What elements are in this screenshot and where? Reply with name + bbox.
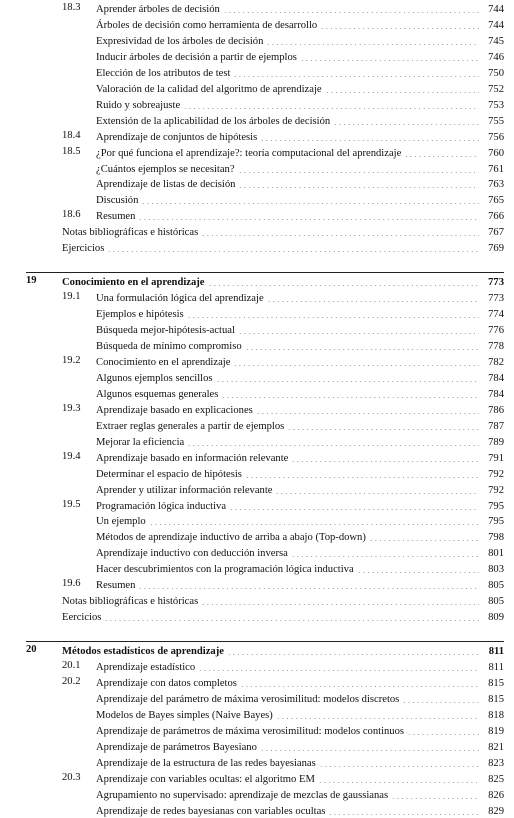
subsection-entry[interactable] (0, 562, 514, 576)
entry-title: Determinar el espacio de hipótesis (96, 468, 242, 480)
page-number: 791 (488, 452, 504, 464)
subsection-entry[interactable] (0, 419, 514, 433)
entry-title: Aprendizaje estadístico (96, 662, 196, 674)
chapter-rule (26, 641, 504, 642)
page-number: 782 (488, 356, 504, 368)
subsection-entry[interactable] (0, 193, 514, 207)
page-number: 815 (488, 678, 504, 689)
page-number: 756 (488, 131, 504, 143)
dot-leader (291, 556, 479, 557)
entry-title: Búsqueda mejor-hipótesis-actual (96, 325, 235, 337)
dot-leader (245, 349, 479, 350)
page-number: 829 (488, 805, 504, 817)
entry-title: Aprendizaje basado en explicaciones (96, 404, 253, 416)
subsection-entry[interactable] (0, 50, 514, 64)
section-number: 20.1 (62, 660, 81, 672)
entry-title: Ruido y sobreajuste (96, 99, 181, 111)
section-entry[interactable] (0, 241, 514, 255)
dot-leader (233, 365, 479, 366)
section-entry[interactable] (0, 291, 514, 305)
subsection-entry[interactable] (0, 692, 514, 706)
entry-title: Hacer descubrimientos con la programación lógica inductiva (96, 564, 354, 576)
dot-leader (287, 429, 479, 430)
dot-leader (216, 381, 479, 382)
chapter-number: 20 (26, 644, 37, 656)
dot-leader (229, 509, 479, 510)
section-entry[interactable] (0, 225, 514, 239)
entry-title: Aprendizaje de conjuntos de hipótesis (96, 131, 258, 143)
page-number: 803 (488, 564, 504, 576)
subsection-entry[interactable] (0, 804, 514, 818)
entry-title: Un ejemplo (96, 516, 146, 528)
dot-leader (319, 766, 479, 767)
dot-leader (201, 235, 479, 236)
page-number: 755 (488, 115, 504, 127)
entry-title: Resumen (96, 211, 136, 223)
page-number: 760 (488, 147, 504, 159)
entry-title: Extraer reglas generales a partir de ejemplos (96, 420, 285, 432)
entry-title: Conocimiento en el aprendizaje (62, 277, 205, 289)
entry-title: Elección de los atributos de test (96, 67, 231, 79)
dot-leader (357, 572, 479, 573)
section-number: 19.3 (62, 402, 81, 414)
subsection-entry[interactable] (0, 98, 514, 112)
entry-title: Resumen (96, 580, 136, 592)
subsection-entry[interactable] (0, 34, 514, 48)
page-number: 753 (488, 99, 504, 111)
entry-title: Aprendizaje de listas de decisión (96, 179, 236, 191)
subsection-entry[interactable] (0, 66, 514, 80)
dot-leader (187, 317, 479, 318)
section-number: 19.5 (62, 498, 81, 510)
entry-title: Aprendizaje basado en información relevante (96, 452, 289, 464)
dot-leader (240, 686, 479, 687)
subsection-entry[interactable] (0, 708, 514, 722)
section-entry[interactable] (0, 209, 514, 223)
dot-leader (391, 798, 479, 799)
section-number: 19.2 (62, 354, 81, 366)
subsection-entry[interactable] (0, 514, 514, 528)
section-number: 19.6 (62, 578, 81, 590)
page-number: 746 (488, 51, 504, 63)
dot-leader (238, 333, 479, 334)
entry-title: Mejorar la eficiencia (96, 436, 185, 448)
section-entry[interactable] (0, 772, 514, 786)
dot-leader (223, 12, 479, 13)
section-entry[interactable] (0, 146, 514, 160)
subsection-entry[interactable] (0, 114, 514, 128)
chapter-rule (26, 272, 504, 273)
page-number: 825 (488, 773, 504, 785)
section-number: 18.4 (62, 129, 81, 141)
section-entry[interactable] (0, 676, 514, 690)
entry-title: Una formulación lógica del aprendizaje (96, 293, 264, 305)
page-number: 744 (488, 4, 504, 15)
page-number: 809 (488, 612, 504, 624)
page-number: 818 (488, 709, 504, 721)
entry-title: Algunos esquemas generales (96, 388, 219, 400)
subsection-entry[interactable] (0, 483, 514, 497)
page-number: 763 (488, 179, 504, 191)
dot-leader (267, 301, 479, 302)
entry-title: Conocimiento en el aprendizaje (96, 356, 231, 368)
page-number: 821 (488, 741, 504, 753)
dot-leader (138, 588, 479, 589)
subsection-entry[interactable] (0, 18, 514, 32)
subsection-entry[interactable] (0, 546, 514, 560)
dot-leader (201, 604, 479, 605)
page-number: 784 (488, 388, 504, 400)
page-number: 774 (488, 309, 504, 321)
section-entry[interactable] (0, 451, 514, 465)
subsection-entry[interactable] (0, 435, 514, 449)
entry-title: Búsqueda de mínimo compromiso (96, 341, 242, 352)
page-number: 773 (488, 277, 504, 289)
page-number: 805 (488, 596, 504, 608)
section-number: 18.6 (62, 209, 81, 221)
page-number: 811 (488, 662, 504, 674)
dot-leader (208, 285, 479, 286)
subsection-entry[interactable] (0, 756, 514, 770)
page-number: 795 (488, 500, 504, 512)
dot-leader (300, 60, 479, 61)
dot-leader (233, 76, 479, 77)
dot-leader (333, 124, 479, 125)
page-number: 776 (488, 325, 504, 337)
dot-leader (149, 524, 479, 525)
subsection-entry[interactable] (0, 307, 514, 321)
page-number: 744 (488, 19, 504, 31)
entry-title: Métodos de aprendizaje inductivo de arriba a abajo (Top-down) (96, 532, 366, 544)
dot-leader (260, 750, 479, 751)
entry-title: ¿Cuántos ejemplos se necesitan? (96, 163, 235, 175)
entry-title: Aprendizaje del parámetro de máxima verosimilitud: modelos discretos (96, 693, 400, 705)
dot-leader (227, 654, 479, 655)
chapter-entry[interactable] (0, 644, 514, 658)
dot-leader (275, 493, 479, 494)
page-number: 805 (488, 580, 504, 592)
chapter-number: 19 (26, 275, 37, 287)
section-number: 19.4 (62, 450, 81, 462)
page-number: 815 (488, 693, 504, 705)
entry-title: Aprendizaje de parámetros de máxima verosimilitud: modelos continuos (96, 725, 405, 737)
entry-title: Agrupamiento no supervisado: aprendizaje de mezclas de gaussianas (96, 789, 389, 801)
entry-title: Eercicios (62, 612, 102, 624)
entry-title: Modelos de Bayes simples (Naive Bayes) (96, 709, 273, 721)
entry-title: ¿Por qué funciona el aprendizaje?: teoría computacional del aprendizaje (96, 147, 402, 159)
subsection-entry[interactable] (0, 82, 514, 96)
subsection-entry[interactable] (0, 339, 514, 353)
entry-title: Expresividad de los árboles de decisión (96, 35, 264, 47)
entry-title: Ejemplos e hipótesis (96, 309, 184, 321)
dot-leader (104, 620, 479, 621)
subsection-entry[interactable] (0, 724, 514, 738)
section-entry[interactable] (0, 660, 514, 674)
entry-title: Ejercicios (62, 243, 105, 255)
dot-leader (245, 477, 479, 478)
section-number: 19.1 (62, 291, 81, 303)
subsection-entry[interactable] (0, 177, 514, 191)
entry-title: Algunos ejemplos sencillos (96, 372, 213, 384)
entry-title: Métodos estadísticos de aprendizaje (62, 646, 224, 658)
chapter-entry[interactable] (0, 275, 514, 289)
entry-title: Aprendizaje inductivo con deducción inversa (96, 548, 288, 560)
dot-leader (141, 203, 479, 204)
dot-leader (318, 782, 479, 783)
section-entry[interactable] (0, 499, 514, 513)
dot-leader (266, 44, 479, 45)
page-number: 784 (488, 372, 504, 384)
entry-title: Inducir árboles de decisión a partir de ejemplos (96, 51, 297, 63)
page-number: 766 (488, 211, 504, 223)
section-number: 20.2 (62, 676, 81, 687)
subsection-entry[interactable] (0, 530, 514, 544)
entry-title: Aprender y utilizar información relevante (96, 484, 273, 496)
entry-title: Aprendizaje de la estructura de las redes bayesianas (96, 757, 316, 769)
entry-title: Discusión (96, 195, 139, 207)
dot-leader (325, 92, 479, 93)
dot-leader (198, 670, 479, 671)
page-number: 789 (488, 436, 504, 448)
section-entry[interactable] (0, 610, 514, 624)
entry-title: Valoración de la calidad del algoritmo de aprendizaje (96, 83, 322, 95)
dot-leader (256, 413, 479, 414)
dot-leader (107, 251, 479, 252)
page-number: 826 (488, 789, 504, 801)
dot-leader (260, 140, 479, 141)
page-number: 786 (488, 404, 504, 416)
section-entry[interactable] (0, 130, 514, 144)
entry-title: Aprender árboles de decisión (96, 4, 220, 15)
section-entry[interactable] (0, 355, 514, 369)
section-number: 18.3 (62, 2, 81, 13)
section-number: 20.3 (62, 771, 81, 783)
subsection-entry[interactable] (0, 387, 514, 401)
section-entry[interactable] (0, 594, 514, 608)
dot-leader (369, 540, 479, 541)
section-entry[interactable] (0, 578, 514, 592)
entry-title: Notas bibliográficas e históricas (62, 227, 199, 239)
page-number: 795 (488, 516, 504, 528)
page-number: 745 (488, 35, 504, 47)
page-number: 811 (488, 646, 504, 658)
entry-title: Aprendizaje con datos completos (96, 678, 237, 689)
page-number: 798 (488, 532, 504, 544)
dot-leader (187, 445, 479, 446)
dot-leader (320, 28, 479, 29)
page-number: 767 (488, 227, 504, 239)
dot-leader (291, 461, 479, 462)
dot-leader (328, 814, 479, 815)
subsection-entry[interactable] (0, 371, 514, 385)
page-number: 750 (488, 67, 504, 79)
dot-leader (276, 718, 479, 719)
page-number: 752 (488, 83, 504, 95)
entry-title: Aprendizaje con variables ocultas: el algoritmo EM (96, 773, 315, 785)
entry-title: Programación lógica inductiva (96, 500, 227, 512)
dot-leader (183, 108, 479, 109)
section-number: 18.5 (62, 145, 81, 157)
entry-title: Aprendizaje de redes bayesianas con variables ocultas (96, 805, 326, 817)
dot-leader (221, 397, 479, 398)
page-number: 787 (488, 420, 504, 432)
page-number: 792 (488, 484, 504, 496)
page-number: 761 (488, 163, 504, 175)
page-number: 801 (488, 548, 504, 560)
subsection-entry[interactable] (0, 740, 514, 754)
page-number: 778 (488, 341, 504, 352)
subsection-entry[interactable] (0, 323, 514, 337)
dot-leader (407, 734, 479, 735)
entry-title: Extensión de la aplicabilidad de los árboles de decisión (96, 115, 331, 127)
entry-title: Aprendizaje de parámetros Bayesiano (96, 741, 257, 753)
dot-leader (238, 187, 479, 188)
dot-leader (238, 172, 479, 173)
subsection-entry[interactable] (0, 467, 514, 481)
section-entry[interactable] (0, 2, 514, 16)
page-number: 823 (488, 757, 504, 769)
page-number: 819 (488, 725, 504, 737)
page-number: 792 (488, 468, 504, 480)
page-number: 773 (488, 293, 504, 305)
page-number: 765 (488, 195, 504, 207)
entry-title: Notas bibliográficas e históricas (62, 596, 199, 608)
entry-title: Árboles de decisión como herramienta de desarrollo (96, 19, 318, 31)
dot-leader (404, 156, 479, 157)
page-number: 769 (488, 243, 504, 255)
dot-leader (138, 219, 479, 220)
subsection-entry[interactable] (0, 162, 514, 176)
section-entry[interactable] (0, 403, 514, 417)
dot-leader (402, 702, 479, 703)
